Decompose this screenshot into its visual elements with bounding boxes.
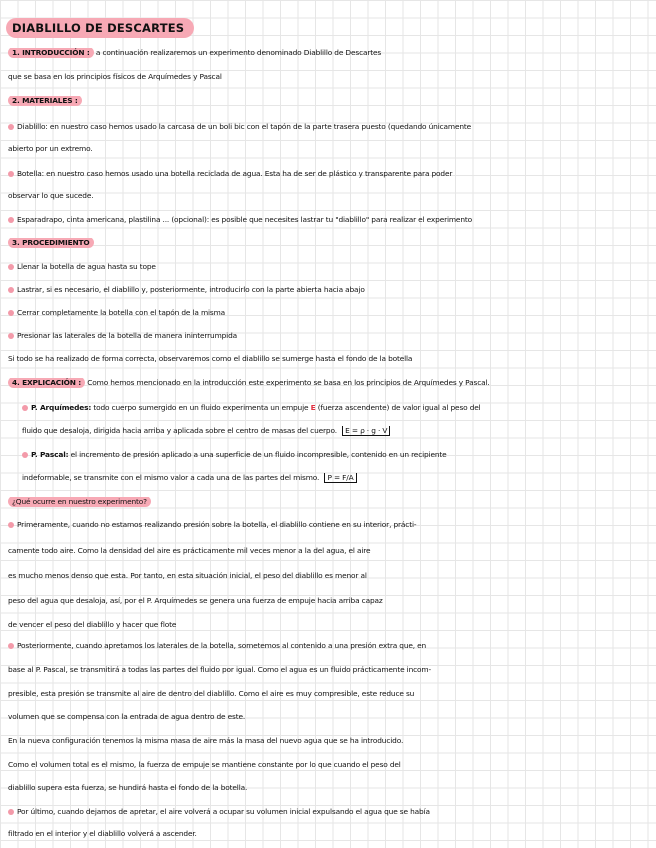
bullet-icon xyxy=(8,522,14,528)
question-line xyxy=(8,497,646,507)
para2-line-2: base al P. Pascal, se transmitirá a todas las partes del fluido por igual. Como el agua es un fluido prácticamente incom- xyxy=(8,665,431,674)
procedure-step-1: Llenar la botella de agua hasta su tope xyxy=(8,262,646,272)
material-2-text: Botella: en nuestro caso hemos usado una botella reciclada de agua. Esta ha de ser de plástico y transparente para poder xyxy=(17,169,453,178)
material-3-line xyxy=(8,215,646,225)
bullet-icon xyxy=(8,643,14,649)
procedure-heading: 3. PROCEDIMIENTO xyxy=(8,238,94,248)
material-1-text: Diablillo: en nuestro caso hemos usado la carcasa de un boli bic con el tapón de la parte trasera puesto (quedando únicamente xyxy=(17,122,472,131)
para2-line-4: volumen que se compensa con la entrada de agua dentro de este. xyxy=(8,712,246,721)
para4-line-2: filtrado en el interior y el diablillo volverá a ascender. xyxy=(8,829,197,838)
para3-line-1: En la nueva configuración tenemos la misma masa de aire más la masa del nuevo agua que se ha introducido. xyxy=(8,736,404,745)
arquimedes-line-2: fluido que desaloja, dirigida hacia arriba y aplicada sobre el centro de masas del cuerpo. E = ρ · g · V xyxy=(22,426,646,436)
bullet-icon xyxy=(8,171,14,177)
materials-heading: 2. MATERIALES : xyxy=(8,96,82,106)
pascal-line-1 xyxy=(22,450,646,460)
procedure-heading-line xyxy=(8,238,646,248)
bullet-icon xyxy=(22,405,28,411)
bullet-icon xyxy=(8,264,14,270)
procedure-step-4: Presionar las laterales de la botella de manera ininterrumpida xyxy=(8,331,646,341)
para3-line-2: Como el volumen total es el mismo, la fuerza de empuje se mantiene constante por lo que cuando el peso del xyxy=(8,760,401,769)
para1-line-2: camente todo aire. Como la densidad del aire es prácticamente mil veces menor a la del agua, el aire xyxy=(8,546,371,555)
explanation-line xyxy=(8,378,646,388)
para1-line-5: de vencer el peso del diablillo y hacer que flote xyxy=(8,620,177,629)
bullet-icon xyxy=(8,287,14,293)
material-2-line-2: observar lo que sucede. xyxy=(8,191,94,200)
para1-line-4: peso del agua que desaloja, así, por el P. Arquímedes se genera una fuerza de empuje hacia arriba capaz xyxy=(8,596,383,605)
procedure-step-3: Cerrar completamente la botella con el tapón de la misma xyxy=(8,308,646,318)
pascal-formula: P = F/A xyxy=(324,473,356,483)
bullet-icon xyxy=(8,217,14,223)
arquimedes-line-1: P. Arquímedes: todo cuerpo sumergido en un fluido experimenta un empuje E (fuerza ascendente) de valor igual al peso del xyxy=(22,403,646,413)
pascal-label: P. Pascal: xyxy=(31,450,69,459)
explanation-intro: Como hemos mencionado en la introducción este experimento se basa en los principios de Arquímedes y Pascal. xyxy=(87,378,490,387)
materials-heading-line xyxy=(8,96,646,106)
bullet-icon xyxy=(8,809,14,815)
intro-text-2: que se basa en los principios físicos de Arquímedes y Pascal xyxy=(8,72,222,81)
bullet-icon xyxy=(8,124,14,130)
page-title: DIABLILLO DE DESCARTES xyxy=(6,18,194,38)
intro-text-1: a continuación realizaremos un experimento denominado Diablillo de Descartes xyxy=(95,48,382,57)
bullet-icon xyxy=(8,333,14,339)
procedure-step-2: Lastrar, si es necesario, el diablillo y, posteriormente, introducirlo con la parte abierta hacia abajo xyxy=(8,285,646,295)
procedure-result: Si todo se ha realizado de forma correcta, observaremos como el diablillo se sumerge hasta el fondo de la botella xyxy=(8,354,413,363)
arquimedes-formula: E = ρ · g · V xyxy=(342,426,390,436)
question-heading: ¿Qué ocurre en nuestro experimento? xyxy=(8,497,151,507)
pascal-line-2: indeformable, se transmite con el mismo valor a cada una de las partes del mismo. P = F/A xyxy=(22,473,646,483)
empuje-mark: E xyxy=(310,403,316,412)
explanation-heading: 4. EXPLICACIÓN : xyxy=(8,378,85,388)
para2-line-3: presible, esta presión se transmite al aire de dentro del diablillo. Como el aire es muy compresible, este reduce su xyxy=(8,689,415,698)
para1-line-3: es mucho menos denso que esta. Por tanto, en esta situación inicial, el peso del diablillo es menor al xyxy=(8,571,367,580)
bullet-icon xyxy=(8,310,14,316)
arquimedes-label: P. Arquímedes: xyxy=(31,403,92,412)
para4-line-1: Por último, cuando dejamos de apretar, el aire volverá a ocupar su volumen inicial expulsando el agua que se había xyxy=(8,807,646,817)
bullet-icon xyxy=(22,452,28,458)
para3-line-3: diablillo supera esta fuerza, se hundirá hasta el fondo de la botella. xyxy=(8,783,248,792)
material-1-line-1 xyxy=(8,122,646,132)
para2-line-1: Posteriormente, cuando apretamos los laterales de la botella, sometemos al contenido a una presión extra que, en xyxy=(8,641,646,651)
arquimedes-text: todo cuerpo sumergido en un fluido experimenta un empuje xyxy=(93,403,309,412)
intro-line-1 xyxy=(8,48,646,58)
para1-line-1: Primeramente, cuando no estamos realizando presión sobre la botella, el diablillo contiene en su interior, prácti- xyxy=(8,520,646,530)
intro-heading: 1. INTRODUCCIÓN : xyxy=(8,48,94,58)
material-3-text: Esparadrapo, cinta americana, plastilina ... (opcional): es posible que necesites lastrar tu "diablillo" para realizar el experimento xyxy=(17,215,472,224)
material-1-line-2: abierto por un extremo. xyxy=(8,144,93,153)
pascal-text: el incremento de presión aplicado a una superficie de un fluido incompresible, contenido en un recipiente xyxy=(70,450,447,459)
material-2-line-1 xyxy=(8,169,646,179)
